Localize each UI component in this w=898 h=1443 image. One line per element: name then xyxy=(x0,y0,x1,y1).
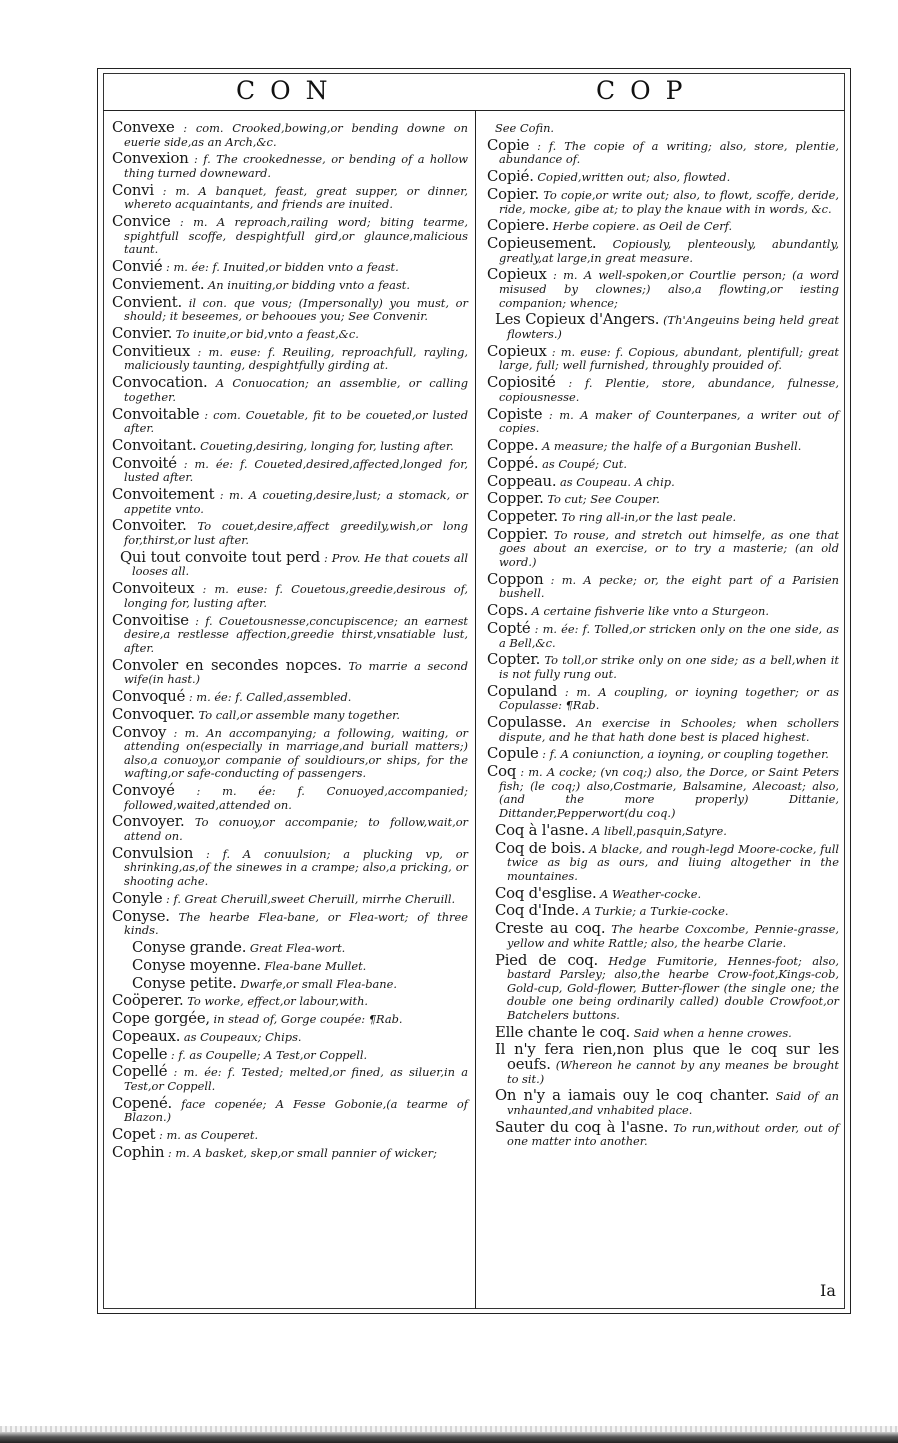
entry-headword: Convoité xyxy=(112,454,177,472)
entry-headword: Copié. xyxy=(487,168,534,186)
entry-headword: Copter. xyxy=(487,651,541,669)
entry-headword: Copellé xyxy=(112,1063,168,1081)
dictionary-entry xyxy=(487,747,839,762)
dictionary-entry xyxy=(112,889,468,907)
dictionary-entry xyxy=(487,821,839,839)
entry-headword: Copiere. xyxy=(487,217,550,235)
dictionary-entry xyxy=(112,121,468,149)
entry-headword: Convient. xyxy=(112,293,182,311)
dictionary-entry xyxy=(112,656,469,687)
entry-definition: : m. ée: f. Coueted,desired,affected,longed for, lusted after. xyxy=(124,456,469,485)
entry-definition: A Weather-cocke. xyxy=(600,886,702,901)
entry-definition: Coueting,desiring, longing for, lusting after. xyxy=(200,438,454,453)
entry-definition: See Cofin. xyxy=(495,121,555,135)
entry-definition: To call,or assemble many together. xyxy=(198,707,400,722)
dictionary-entry xyxy=(487,653,839,681)
dictionary-entry xyxy=(487,619,839,650)
entry-definition: : f. as Coupelle; A Test,or Coppell. xyxy=(170,1047,368,1062)
entry-headword: Pied de coq. xyxy=(495,951,599,969)
entry-headword: Convoler en secondes nopces. xyxy=(112,656,342,674)
dictionary-entry xyxy=(112,784,468,812)
dictionary-entry xyxy=(112,723,468,781)
entry-headword: Copiste xyxy=(487,405,543,423)
entry-definition: face copenée; A Fesse Gobonie,(a tearme of Blazon.) xyxy=(124,1096,469,1125)
column-divider xyxy=(475,110,476,1309)
entry-headword: Conyse grande. xyxy=(132,938,247,956)
entry-definition: : m. A coupling, or ioyning together; or as Copulasse: ¶Rab. xyxy=(499,684,839,713)
dictionary-entry xyxy=(112,327,468,342)
dictionary-entry xyxy=(487,765,839,820)
entry-definition: Copied,written out; also, flowted. xyxy=(537,170,731,185)
entry-definition: : m. A well-spoken,or Courtlie person; (a word misused by clownes;) also,a flowting,or iesting companion; whence; xyxy=(499,268,840,310)
dictionary-entry xyxy=(112,293,468,324)
dictionary-entry xyxy=(487,376,839,404)
entry-definition: Herbe copiere. as Oeil de Cerf. xyxy=(552,219,733,234)
entry-definition: : f. Couetousnesse,concupiscence; an earnest desire,a restlesse affection,greedie thirst,vnsatiable lust, after. xyxy=(124,613,468,655)
dictionary-entry xyxy=(487,454,839,472)
entry-headword: Cophin xyxy=(112,1143,165,1161)
entry-definition: as Coupeaux; Chips. xyxy=(183,1029,302,1044)
scan-edge-band xyxy=(0,1432,898,1443)
entry-definition: Great Flea-wort. xyxy=(249,940,346,955)
right-column xyxy=(487,121,839,1152)
dictionary-entry xyxy=(487,472,839,490)
entry-definition: Flea-bane Mullet. xyxy=(264,958,367,973)
entry-definition: : m. A maker of Counterpanes, a writer out of copies. xyxy=(499,407,839,436)
entry-headword: Convier. xyxy=(112,325,173,343)
entry-headword: Convoy xyxy=(112,723,167,741)
entry-headword: Convexe xyxy=(112,119,175,136)
entry-definition: : m. euse: f. Reuiling, reproachfull, rayling, maliciously taunting, despightfully girding at. xyxy=(124,344,468,373)
entry-headword: Copté xyxy=(487,619,531,637)
entry-headword: Convoitable xyxy=(112,405,200,423)
entry-definition: : m. ée: f. Conuoyed,accompanied; followed,waited,attended on. xyxy=(124,784,468,812)
dictionary-entry xyxy=(112,1012,468,1027)
dictionary-entry xyxy=(112,519,468,547)
entry-headword: Conyse petite. xyxy=(132,974,237,992)
dictionary-entry xyxy=(487,604,839,619)
entry-headword: Copeaux. xyxy=(112,1027,181,1045)
entry-headword: Il n'y fera rien,non plus que le coq sur les oeufs. xyxy=(495,1041,839,1074)
entry-definition: : m. euse: f. Couetous,greedie,desirous of, longing for, lusting after. xyxy=(124,582,469,610)
entry-definition: To ring all-in,or the last peale. xyxy=(561,510,737,525)
dictionary-entry xyxy=(112,260,468,275)
entry-headword: Coppeau. xyxy=(487,472,557,490)
dictionary-entry xyxy=(112,1065,468,1093)
dictionary-entry xyxy=(487,342,839,373)
dictionary-entry xyxy=(487,185,840,216)
dictionary-entry xyxy=(487,904,839,919)
entry-definition: To run,without order, out of one matter into another. xyxy=(507,1120,839,1149)
entry-definition: : com. Couetable, fit to be coueted,or lusted after. xyxy=(124,407,468,436)
entry-definition: : f. Plentie, store, abundance, fulnesse, copiousnesse. xyxy=(499,376,839,404)
entry-headword: Copené. xyxy=(112,1094,173,1112)
entry-headword: Coppe. xyxy=(487,436,539,454)
dictionary-entry xyxy=(112,907,468,938)
entry-definition: Said when a henne crowes. xyxy=(633,1025,792,1040)
entry-definition: : m. ée: f. Called,assembled. xyxy=(188,689,352,704)
entry-headword: Elle chante le coq. xyxy=(495,1023,631,1041)
dictionary-entry xyxy=(487,237,839,265)
entry-definition: (Whereon he cannot by any meanes be brought to sit.) xyxy=(507,1058,839,1086)
dictionary-entry xyxy=(112,405,468,436)
entry-definition: To worke, effect,or labour,with. xyxy=(187,994,369,1009)
dictionary-entry xyxy=(112,1094,469,1125)
dictionary-entry xyxy=(487,922,839,950)
dictionary-entry xyxy=(487,405,839,436)
dictionary-entry xyxy=(487,1023,839,1041)
entry-definition: in stead of, Gorge coupée: ¶Rab. xyxy=(213,1012,403,1027)
entry-definition: : f. The crookednesse, or bending of a hollow thing turned downeward. xyxy=(124,152,469,180)
entry-definition: To couet,desire,affect greedily,wish,or long for,thirst,or lust after. xyxy=(124,519,468,548)
dictionary-entry xyxy=(487,682,839,713)
entry-headword: Convoyé xyxy=(112,782,175,800)
entry-headword: Coq xyxy=(487,763,517,781)
dictionary-entry xyxy=(487,570,839,601)
entry-headword: Convi xyxy=(112,181,154,199)
dictionary-entry xyxy=(112,815,468,843)
entry-definition: To copie,or write out; also, to flowt, scoffe, deride, ride, mocke, gibe at; to play the knaue with in words, &c. xyxy=(499,187,840,216)
entry-headword: Creste au coq. xyxy=(495,920,606,938)
entry-headword: Copieux xyxy=(487,342,547,360)
entry-definition: A blacke, and rough-legd Moore-cocke, full twice as big as ours, and liuing altogether in the mountaines. xyxy=(507,841,840,883)
entry-headword: Convexion xyxy=(112,150,189,168)
entry-headword: Copelle xyxy=(112,1045,168,1063)
dictionary-entry xyxy=(112,611,468,656)
dictionary-entry xyxy=(112,956,468,974)
entry-definition: Dwarfe,or small Flea-bane. xyxy=(240,976,397,991)
entry-headword: Convoquer. xyxy=(112,705,195,723)
dictionary-entry xyxy=(487,716,839,744)
entry-headword: Convoitise xyxy=(112,611,189,629)
entry-headword: Convoitement xyxy=(112,486,215,504)
entry-headword: Convoiter. xyxy=(112,517,187,535)
entry-definition: : com. Crooked,bowing,or bending downe on euerie side,as an Arch,&c. xyxy=(124,121,468,149)
entry-definition: To conuoy,or accompanie; to follow,wait,or attend on. xyxy=(124,815,468,844)
entry-headword: Coq à l'asne. xyxy=(495,821,589,839)
entry-headword: Conviement. xyxy=(112,275,205,293)
entry-definition: : m. ée: f. Inuited,or bidden vnto a feast. xyxy=(166,260,399,275)
entry-headword: Conyse. xyxy=(112,907,170,925)
dictionary-entry xyxy=(487,951,839,1023)
dictionary-entry xyxy=(487,136,839,167)
entry-definition: (Th'Angeuins being held great flowters.) xyxy=(507,313,839,342)
dictionary-entry xyxy=(112,181,469,212)
entry-headword: Convié xyxy=(112,258,163,276)
entry-definition: il con. que vous; (Impersonally) you must, or should; it beseemes, or behooues you; See Convenir. xyxy=(124,295,468,324)
dictionary-entry xyxy=(487,1043,839,1086)
entry-definition: : m. euse: f. Copious, abundant, plentifull; great large, full; well furnished, throughly prouided of. xyxy=(499,344,839,373)
entry-definition: : m. A basket, skep,or small pannier of wicker; xyxy=(167,1145,437,1160)
dictionary-entry xyxy=(112,275,468,293)
entry-headword: Copiosité xyxy=(487,374,556,392)
entry-headword: Copier. xyxy=(487,185,539,203)
entry-definition: : f. A conuulsion; a plucking vp, or shrinking,as,of the sinewes in a crampe; also,a pricking, or shooting ache. xyxy=(124,846,469,888)
dictionary-entry xyxy=(487,492,839,507)
dictionary-entry xyxy=(487,839,840,884)
entry-headword: Coppier. xyxy=(487,525,549,543)
entry-definition: The hearbe Coxcombe, Pennie-grasse, yellow and white Rattle; also, the hearbe Clarie. xyxy=(507,922,840,950)
entry-headword: On n'y a iamais ouy le coq chanter. xyxy=(495,1087,770,1105)
entry-headword: Coq d'esglise. xyxy=(495,884,597,902)
left-column xyxy=(112,121,468,1164)
entry-definition: A certaine fishverie like vnto a Sturgeon. xyxy=(531,604,769,619)
entry-definition: : f. The copie of a writing; also, store, plentie, abundance of. xyxy=(499,138,839,167)
entry-definition: A libell,pasquin,Satyre. xyxy=(592,823,727,838)
entry-headword: Copieusement. xyxy=(487,235,597,253)
entry-headword: Convice xyxy=(112,213,171,231)
entry-definition: : m. as Couperet. xyxy=(159,1128,259,1143)
entry-definition: : m. A reproach,railing word; biting tearme, spightfull scoffe, despightfull gird,or glaunce,malicious taunt. xyxy=(124,215,469,257)
entry-definition: To cut; See Couper. xyxy=(547,492,660,507)
entry-definition: : f. Great Cheruill,sweet Cheruill, mirrhe Cheruill. xyxy=(166,891,456,906)
dictionary-entry xyxy=(487,268,839,310)
entry-headword: Coppon xyxy=(487,570,544,588)
entry-headword: Conyse moyenne. xyxy=(132,956,261,974)
dictionary-entry xyxy=(487,884,839,902)
entry-definition: Hedge Fumitorie, Hennes-foot; also, bastard Parsley; also,the hearbe Crow-foot,Kings-cob, Gold-cup, Gold-flower, Butter-flower (the single one; the double one being ordinarily called) double Crowfoot,or Batchelers buttons. xyxy=(507,953,839,1022)
entry-definition: : m. An accompanying; a following, waiting, or attending on(especially in marriage,and buriall matters;) also,a conuoy,or companie of souldiours,or ships, for the wafting,or safe-conducting of passengers. xyxy=(124,725,468,781)
entry-headword: Copieux xyxy=(487,266,547,284)
entry-headword: Coq de bois. xyxy=(495,839,586,857)
entry-definition: : m. A banquet, feast, great supper, or dinner, whereto acquaintants, and friends are inuited. xyxy=(124,183,469,212)
running-head-right: COP xyxy=(596,76,698,105)
dictionary-entry xyxy=(487,313,839,341)
entry-headword: Copie xyxy=(487,136,530,154)
dictionary-entry xyxy=(112,705,468,723)
entry-definition: Copiously, plenteously, abundantly, greatly,at large,in great measure. xyxy=(499,237,839,265)
entry-definition: : m. ée: f. Tolled,or stricken only on the one side, as a Bell,&c. xyxy=(499,621,839,650)
entry-headword: Convulsion xyxy=(112,844,194,862)
dictionary-entry xyxy=(487,525,839,570)
entry-definition: : Prov. He that couets all looses all. xyxy=(132,550,468,579)
entry-headword: Coöperer. xyxy=(112,992,184,1010)
entry-headword: Copuland xyxy=(487,682,558,700)
entry-headword: Convoqué xyxy=(112,687,186,705)
entry-headword: Convoiteux xyxy=(112,580,195,598)
entry-definition: To toll,or strike only on one side; as a bell,when it is not fully rung out. xyxy=(499,653,840,681)
entry-headword: Coppé. xyxy=(487,454,539,472)
dictionary-entry xyxy=(487,219,839,234)
entry-definition: as Coupeau. A chip. xyxy=(560,474,675,489)
entry-definition: To marrie a second wife(in hast.) xyxy=(124,658,469,687)
entry-headword: Copper. xyxy=(487,490,544,508)
entry-definition: A Conuocation; an assemblie, or calling together. xyxy=(124,376,468,404)
entry-headword: Conyle xyxy=(112,889,163,907)
dictionary-entry xyxy=(112,215,468,257)
entry-definition: : m. A pecke; or, the eight part of a Parisien bushell. xyxy=(499,572,839,601)
dictionary-entry xyxy=(112,974,468,992)
entry-definition: as Coupé; Cut. xyxy=(542,456,627,471)
entry-definition: A measure; the halfe of a Burgonian Bushell. xyxy=(542,438,802,453)
entry-headword: Copule xyxy=(487,745,539,763)
entry-definition: : m. A coueting,desire,lust; a stomack, or appetite vnto. xyxy=(124,488,469,516)
entry-definition: : f. A coniunction, a ioyning, or coupling together. xyxy=(542,747,829,762)
entry-headword: Coppeter. xyxy=(487,508,558,526)
dictionary-entry xyxy=(112,376,468,404)
dictionary-entry xyxy=(112,152,468,180)
dictionary-entry xyxy=(112,582,468,610)
dictionary-entry xyxy=(112,436,468,454)
entry-headword: Copulasse. xyxy=(487,714,567,732)
entry-headword: Qui tout convoite tout perd xyxy=(120,548,320,566)
signature-mark: Ia xyxy=(820,1281,836,1300)
entry-headword: Cops. xyxy=(487,602,528,620)
header-rule xyxy=(103,110,845,111)
dictionary-entry xyxy=(112,342,468,373)
entry-definition: An exercise in Schooles; when schollers dispute, and he that hath done best is placed highest. xyxy=(499,716,839,744)
dictionary-entry xyxy=(112,548,468,579)
dictionary-entry xyxy=(487,510,839,525)
entry-definition: The hearbe Flea-bane, or Flea-wort; of three kinds. xyxy=(124,909,468,938)
entry-definition: Said of an vnhaunted,and vnhabited place. xyxy=(507,1089,839,1117)
running-head-left: CON xyxy=(236,76,343,105)
entry-headword: Sauter du coq à l'asne. xyxy=(495,1118,669,1136)
dictionary-entry xyxy=(487,170,839,185)
entry-headword: Les Copieux d'Angers. xyxy=(495,311,660,329)
dictionary-entry xyxy=(112,454,469,485)
dictionary-entry xyxy=(112,1027,468,1045)
entry-headword: Convoitant. xyxy=(112,436,197,454)
entry-definition: To rouse, and stretch out himselfe, as one that goes about an exercise, or to try a masterie; (an old word.) xyxy=(499,527,839,570)
entry-definition: To inuite,or bid,vnto a feast,&c. xyxy=(175,327,359,342)
dictionary-entry xyxy=(487,1089,839,1117)
dictionary-entry xyxy=(112,488,468,516)
dictionary-entry xyxy=(112,844,469,889)
entry-headword: Convitieux xyxy=(112,342,191,360)
dictionary-entry xyxy=(112,994,468,1009)
entry-headword: Coq d'Inde. xyxy=(495,902,580,920)
entry-definition: An inuiting,or bidding vnto a feast. xyxy=(208,277,410,292)
entry-headword: Copet xyxy=(112,1126,156,1144)
dictionary-entry xyxy=(112,1143,468,1161)
dictionary-entry xyxy=(112,687,468,705)
entry-definition: A Turkie; a Turkie-cocke. xyxy=(582,904,729,919)
entry-headword: Convocation. xyxy=(112,374,208,392)
entry-headword: Cope gorgée, xyxy=(112,1010,210,1028)
entry-headword: Convoyer. xyxy=(112,813,185,831)
dictionary-entry xyxy=(487,1118,839,1149)
entry-definition: : m. A cocke; (vn coq;) also, the Dorce, or Saint Peters fish; (le coq;) also,Costmarie, Balsamine, Alecoast; also,(and the more properly) Dittanie, Dittander,Pepperwort(du coq.) xyxy=(499,765,840,821)
dictionary-entry xyxy=(112,1128,468,1143)
entry-definition: : m. ée: f. Tested; melted,or fined, as siluer,in a Test,or Coppell. xyxy=(124,1065,469,1093)
dictionary-entry xyxy=(487,436,839,454)
dictionary-entry xyxy=(112,938,468,956)
dictionary-entry xyxy=(487,121,839,136)
dictionary-entry xyxy=(112,1045,468,1063)
